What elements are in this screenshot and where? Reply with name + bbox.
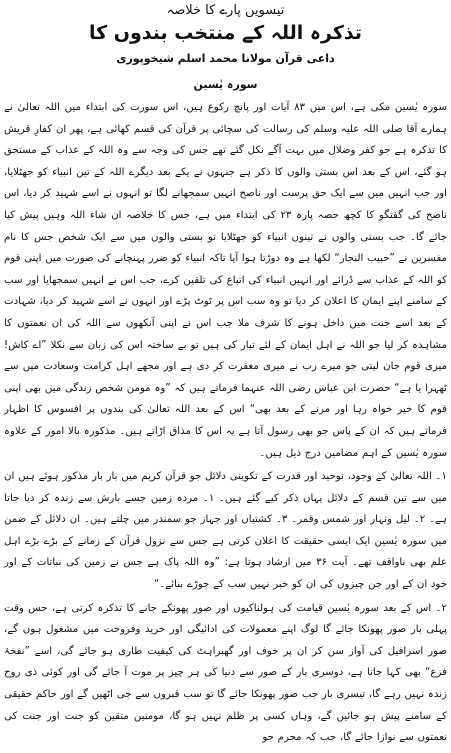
- document-author: داعی قرآن مولانا محمد اسلم شیخوپوری: [116, 52, 335, 65]
- paragraph-intro: سورہ یٰسین مکی ہے، اس میں ۸۳ آیات اور پانچ رکوع ہیں، اس سورت کی ابتداء میں اللہ تعالیٰ نے ہمارے آقا صلی اللہ علیہ وسلم کی رسالت کی سچائی پر قرآن کی قسم کھائی ہے، پھر ان کفارِ قریش کا تذکرہ ہے جو کفر وضلال میں بہت آگے نکل گئے تھے جس کی وجہ سے وہ اللہ کے عذاب کے مستحق ہو گئے، اس کے بعد اس بستی والوں کا ذکر ہے جنہوں نے یکے بعد دیگرے اللہ کے تین انبیاء کو جھٹلایا، اور جب انہیں میں سے ایک حق پرست اور ناصح انہیں سمجھانے لگا تو انہوں نے اسے شہید کر دیا، اس ناصح کی گفتگو کا کچھ حصہ پارہ ۲۳ کی ابتداء میں ہے، جس کا خلاصہ ان شاء اللہ وہیں پیش کیا جائے گا۔ جب بستی والوں نے تینوں انبیاء کو جھٹلایا تو بستی والوں میں سے ایک شخص جس کا نام مفسرین نے ”حبیب النجار“ لکھا ہے وہ دوڑتا ہوا آیا تاکہ انبیاء کو ضرر پہنچانے کی صورت میں اپنی قوم کو اللہ کے عذاب سے ڈرائے اور انہیں انبیاء کی اتباع کی تلقین کرے، جب اس نے انہیں سمجھایا اور سب کے سامنے اپنے ایمان کا اعلان کر دیا تو وہ سب اس پر ٹوٹ پڑے اور انہوں نے اسے شہید کر دیا، شہادت کے بعد اسے جنت میں داخل ہونے کا شرف ملا جب اس نے اپنی آنکھوں سے اللہ کی ان نعمتوں کا مشاہدہ کر لیا جو اللہ نے اہل ایمان کے لئے تیار کی ہیں تو بے ساختہ اس کی زبان سے نکلا ”اے کاش! میری قوم جان لیتی جو میرے رب نے میری مغفرت کر دی ہے اور مجھے اہل کرامت وسعادت میں سے ٹھہرا یا ہے“ حضرت ابن عباس رضی اللہ عنہما فرماتے ہیں کہ ”وہ مومن شخص زندگی میں بھی اپنی قوم کا خیر خواہ رہا اور مرنے کے بعد بھی“ اس کے بعد اللہ تعالیٰ کی بندوں پر افسوس کا اظہار فرماتے ہیں کہ ان کے پاس جو بھی رسول آتا ہے یہ اس کا مذاق اڑاتے ہیں۔ مذکورہ بالا امور کے علاوہ سورہ یٰسین کے اہم مضامین درج ذیل ہیں۔: [4, 102, 448, 459]
- paragraph-point-2: ۲۔ اس کے بعد سورہ یٰسین قیامت کی ہولناکیوں اور صور پھونکے جانے کا تذکرہ کرتی ہے، جس وقت پہلی بار صور پھونکا جائے گا لوگ اپنے معمولات کی ادائیگی اور خرید وفروخت میں مشغول ہوں گے، صور اسرافیل کی آواز سن کر ان پر خوف اور گھبراہٹ کی کیفیت طاری ہو جائے گی، اسے ”نفخۂ فزع“ بھی کہا جاتا ہے، دوسری بار کے صور سے دنیا کی ہر چیز پر موت آ جائے گی اور کوئی ذی روح زندہ نہیں رہے گا، تیسری بار جب صور پھونکا جائے گا تو سب قبروں سے جی اٹھیں گے اور حاکم حقیقی کے سامنے پیش ہو جائیں گے، وہاں کسی پر ظلم نہیں ہو گا، مومنین متقین کو جنت اور جنت کی نعمتوں سے نوازا جائے گا، جب کہ مجرم جو: [4, 602, 447, 744]
- document-supertitle: تیسویں پارے کا خلاصہ: [166, 3, 285, 18]
- document-title: تذکرہ اللہ کے منتخب بندوں کا: [88, 22, 363, 44]
- paragraph-point-1: ۱۔ اللہ تعالیٰ کے وجود، توحید اور قدرت کے تکوینی دلائل جو قرآن کریم میں بار بار مذکور ہوئے ہیں ان میں سے تین قسم کے دلائل یہاں ذکر کیے گئے ہیں۔ ۱۔ مردہ زمین جسے بارش سے زندہ کر دیا جاتا ہے۔ ۲۔ لیل ونہار اور شمس وقمر۔ ۳۔ کشتیاں اور جہاز جو سمندر میں چلتے ہیں۔ ان دلائل کے ضمن میں سورہ یٰسین ایک ایسی حقیقت کا اعلان کرتی ہے جس سے نزول قرآن کے زمانے کے بڑے بڑے اہل علم بھی ناواقف تھے۔ آیت ۳۶ میں ارشاد ہوتا ہے: ”وہ اللہ پاک ہے جس نے زمین کی نباتات کے اور خود ان کے اور جن چیزوں کی ان کو خبر نہیں سب کے جوڑے بنائے۔“: [4, 471, 447, 591]
- section-title: سورہ یٰسین: [193, 78, 258, 91]
- document-page: [4, 2, 447, 751]
